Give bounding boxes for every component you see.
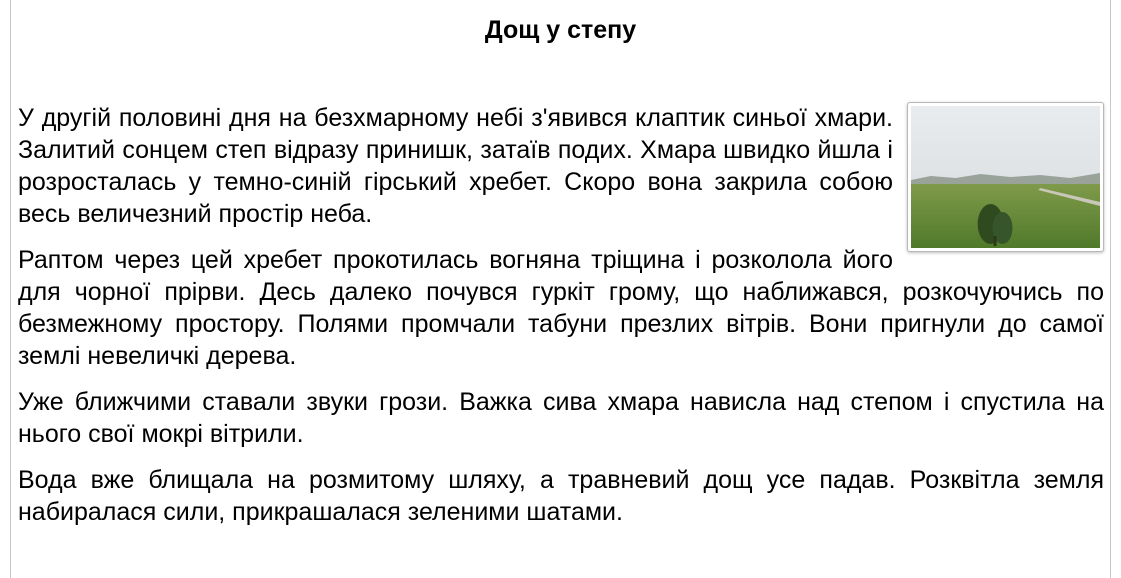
document-body (18, 102, 1104, 542)
paragraph-1: У другій половині дня на безхмарному небі з'явився клаптик синьої хмари. Залитий сонцем степ відразу принишк, затаїв подих. Хмара швидко йшла і розросталась у темно-синій гірський хребет. Скоро вона закрила собою весь величезний простір неба. (18, 104, 893, 228)
paragraph-2: Раптом через цей хребет прокотилась вогняна тріщина і розколола його для чорної прірви. Десь далеко почувся гуркіт грому, що наближався, розкочуючись по безмежному простору. Полями промчали табуни презлих вітрів. Вони пригнули до самої землі невеличкі дерева. (18, 246, 1104, 370)
paragraph-3: Уже ближчими ставали звуки грози. Важка сива хмара нависла над степом і спустила на нього свої мокрі вітрили. (18, 388, 1104, 448)
document-title: Дощ у степу (484, 16, 637, 44)
steppe-photo (907, 102, 1104, 252)
paragraph-4: Вода вже блищала на розмитому шляху, а травневий дощ усе падав. Розквітла земля набиралася сили, прикрашалася зеленими шатами. (18, 466, 1104, 526)
